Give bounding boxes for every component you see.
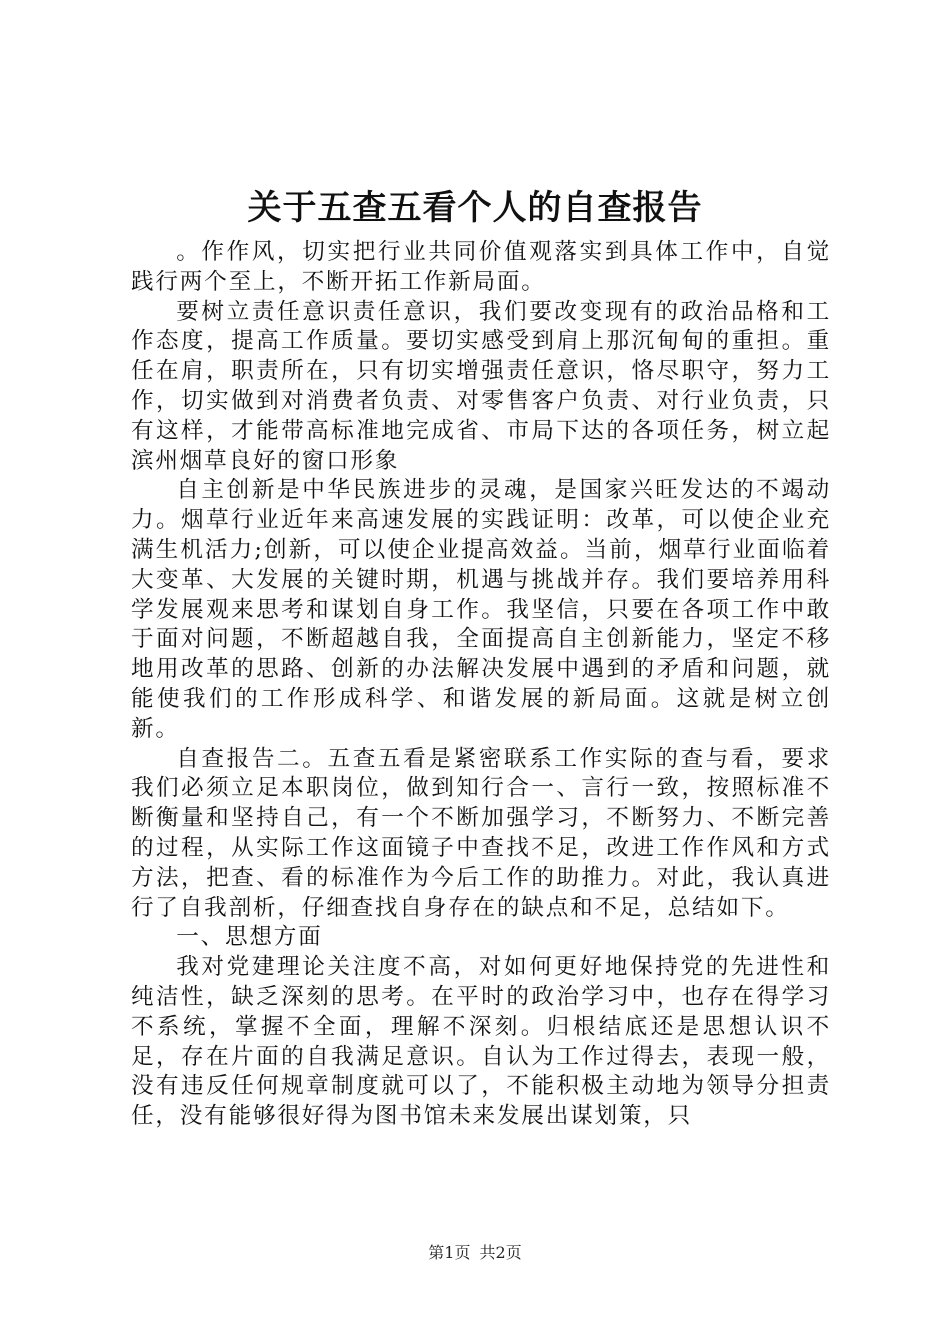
paragraph: 自主创新是中华民族进步的灵魂，是国家兴旺发达的不竭动力。烟草行业近年来高速发展的实践证明：改革，可以使企业充满生机活力;创新，可以使企业提高效益。当前，烟草行业面临着大变革、大发展的关键时期，机遇与挑战并存。我们要培养用科学发展观来思考和谋划自身工作。我坚信，只要在各项工作中敢于面对问题，不断超越自我，全面提高自主创新能力，坚定不移地用改革的思路、创新的办法解决发展中遇到的矛盾和问题，就能使我们的工作形成科学、和谐发展的新局面。这就是树立创新。 <box>131 477 831 742</box>
document-body <box>131 238 831 1132</box>
page-total: 共2页 <box>479 1243 522 1262</box>
page-number: 第1页 <box>428 1243 471 1262</box>
paragraph: 自查报告二。五查五看是紧密联系工作实际的查与看，要求我们必须立足本职岗位，做到知行合一、言行一致，按照标准不断衡量和坚持自己，有一个不断加强学习，不断努力、不断完善的过程，从实际工作这面镜子中查找不足，改进工作作风和方式方法，把查、看的标准作为今后工作的助推力。对此，我认真进行了自我剖析，仔细查找自身存在的缺点和不足，总结如下。 <box>131 745 831 921</box>
section-heading: 一、思想方面 <box>176 924 323 951</box>
paragraph: 要树立责任意识责任意识，我们要改变现有的政治品格和工作态度，提高工作质量。要切实感受到肩上那沉甸甸的重担。重任在肩，职责所在，只有切实增强责任意识，恪尽职守，努力工作，切实做到对消费者负责、对零售客户负责、对行业负责，只有这样，才能带高标准地完成省、市局下达的各项任务，树立起滨州烟草良好的窗口形象 <box>131 298 831 474</box>
paragraph: 我对党建理论关注度不高，对如何更好地保持党的先进性和纯洁性，缺乏深刻的思考。在平时的政治学习中，也存在得学习不系统，掌握不全面，理解不深刻。归根结底还是思想认识不足，存在片面的自我满足意识。自认为工作过得去，表现一般，没有违反任何规章制度就可以了，不能积极主动地为领导分担责任，没有能够很好得为图书馆未来发展出谋划策，只 <box>131 954 831 1130</box>
paragraph: 。作作风，切实把行业共同价值观落实到具体工作中，自觉践行两个至上，不断开拓工作新局面。 <box>131 239 831 295</box>
page-footer <box>0 1242 950 1264</box>
document-title: 关于五查五看个人的自查报告 <box>247 188 703 228</box>
